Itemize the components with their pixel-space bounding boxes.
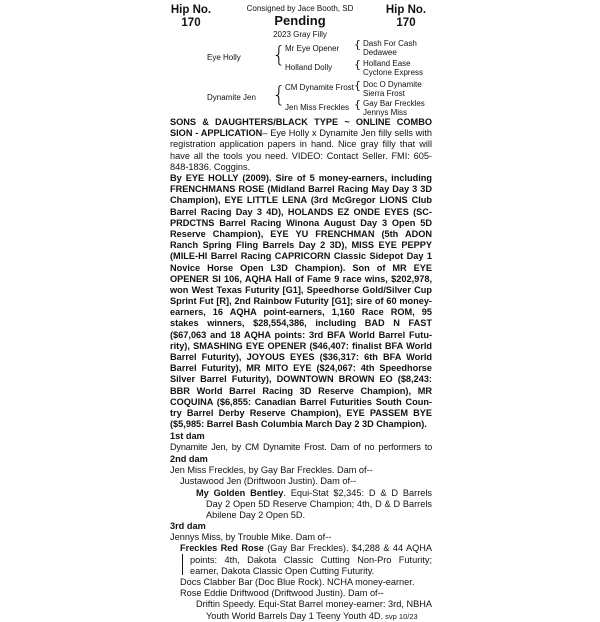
sire-record-line: Ranch Spring Fling Barrels Day 2 3D), MISS EYE PEPPY	[170, 240, 432, 251]
pedigree-sire: Eye Holly	[207, 53, 241, 62]
sire-record	[170, 173, 432, 430]
third-dam-heading: 3rd dam	[170, 521, 206, 531]
hip-number-left	[168, 4, 214, 30]
third-dam-line	[170, 543, 432, 554]
pedigree-dam-sire: CM Dynamite Frost	[285, 83, 354, 92]
catalog-footer-code: svp 10/23	[383, 611, 418, 621]
sire-record-line: PRDCTNS Barrel Racing Winona August Day 3 Open 5D	[170, 217, 432, 228]
pedigree-dam-sire-sire: Doc O Dynamite	[363, 80, 422, 89]
third-dam-line: Jennys Miss, by Trouble Mike. Dam of--	[170, 532, 332, 543]
second-dam-line: Justawood Jen (Driftwoon Justin). Dam of--	[180, 476, 357, 487]
sire-record-line: OPENER SI 106, AQHA Hall of Fame 9 race wins, $202,978,	[170, 273, 432, 284]
pedigree-dam-dam: Jen Miss Freckles	[285, 103, 350, 112]
sire-record-line: Barrel Racing Day 3 4D), HOLANDS EZ ONDE EYES (SC-	[170, 206, 432, 217]
pedigree-sire-dam-sire: Holland Ease	[363, 59, 411, 68]
sire-record-line: ($5,985: Barrel Bash Columbia March Day 2 3D Champion).	[170, 419, 427, 430]
brace-icon: {	[354, 38, 361, 51]
sire-record-line: COQUINA ($6,855: Canadian Barrel Futurities South Coun-	[170, 396, 432, 407]
sire-record-line: Barrel Futurity), MR MITO EYE ($24,067: 4th Speedhorse	[170, 363, 432, 374]
sire-record-line: Sprint Fut [R], 2nd Rainbow Futurity [G1]; sire of 60 money-	[170, 296, 432, 307]
pedigree-sire-sire: Mr Eye Opener	[285, 44, 340, 53]
pedigree-sire-sire-sire: Dash For Cash	[363, 39, 417, 48]
sire-record-line: Champion), EYE LITTLE LENA (3rd McGregor LIONS Club	[170, 195, 432, 206]
performer-record: . Equi-Stat $2,345: D & D Barrels	[283, 487, 432, 498]
second-dam-line: Day 2 Open 5D Reserve Champion; 4th, D & D Barrels	[206, 498, 432, 509]
notes-line: SONS & DAUGHTERS/BLACK TYPE ~ ONLINE COMBO	[170, 117, 432, 127]
third-dam-line: points: 4th, Dakota Classic Cutting Non-Pro Futurity;	[190, 554, 432, 565]
sale-status: Pending	[274, 13, 326, 28]
first-dam-section	[170, 431, 432, 453]
notes-bold: SION - APPLICATION	[170, 128, 263, 139]
sire-record-line: Novice Horse Open L3D Champion). Son of MR EYE	[170, 262, 432, 273]
hip-value: 170	[396, 17, 416, 29]
sire-record-line: stakes winners, $28,554,386, including BAD N FAST	[170, 318, 432, 329]
brace-icon: {	[354, 98, 361, 111]
pedigree-sire-dam: Holland Dolly	[285, 63, 333, 72]
hip-number-right	[383, 4, 429, 30]
pedigree-dam-dam-dam: Jennys Miss	[363, 108, 408, 117]
sire-record-line: (MILE-HI Barrel Racing CAPRICORN Classic Sidepot Day 1	[170, 251, 432, 262]
brace-icon: {	[354, 79, 361, 92]
third-dam-line: Driftin Speedy. Equi-Stat Barrel money-earner: 3rd, NBHA	[196, 599, 432, 610]
third-dam-line: earner, Dakota Classic Open Cutting Futurity.	[190, 565, 375, 576]
sire-record-line: By EYE HOLLY (2009). Sire of 5 money-earners, including	[170, 173, 432, 183]
sire-record-line: BBR World Barrel Racing 3D Reserve Champion), MR	[170, 385, 432, 396]
sire-record-line: try Barrel Derby Reserve Champion), EYE PASSEM BYE	[170, 407, 432, 418]
second-dam-heading: 2nd dam	[170, 454, 208, 464]
hip-label: Hip No.	[170, 4, 212, 16]
pedigree-dam-dam-sire: Gay Bar Freckles	[363, 99, 425, 108]
notes-line: have all the tools you need. VIDEO: Contact Seller. FMI: 605-	[170, 150, 432, 161]
sire-record-line: earners, 16 AQHA point-earners, 1,160 Race ROM, 95	[170, 307, 432, 318]
performer-record: (Gay Bar Freckles). $4,288 & 44 AQHA	[263, 543, 432, 554]
horse-description: 2023 Gray Filly	[273, 30, 327, 39]
third-dam-line	[170, 611, 432, 622]
sire-record-line: rity), SMASHING EYE OPENER ($46,407: finalist BFA World	[170, 340, 432, 351]
notes-line: registration application papers in hand. Nice gray filly that will	[170, 139, 432, 150]
third-dam-text: Youth World Barrels Day 1 Teeny Youth 4D.	[206, 610, 384, 621]
consignor-line: Consigned by Jace Booth, SD	[246, 4, 354, 13]
pedigree-dam: Dynamite Jen	[207, 93, 256, 102]
third-dam-line: Rose Eddie Driftwood (Driftwood Justin). Dam of--	[180, 588, 384, 599]
brace-icon: {	[272, 43, 286, 68]
sire-record-line: FRENCHMANS ROSE (Midland Barrel Racing May Day 3 3D	[170, 184, 432, 195]
pedigree-sire-sire-dam: Dedawee	[363, 48, 397, 57]
second-dam-line	[170, 488, 432, 499]
notes-text: – Eye Holly x Dynamite Jen filly sells with	[262, 128, 432, 139]
performer-name: Freckles Red Rose	[180, 543, 264, 554]
hip-value: 170	[181, 17, 201, 29]
performer-bar	[182, 554, 183, 575]
sire-record-line: Reserve Champion), EYE YU FRENCHMAN (5th ADON	[170, 228, 432, 239]
brace-icon: {	[354, 58, 361, 71]
sire-record-line: won West Texas Futurity [G1], Speedhorse Gold/Silver Cup	[170, 284, 432, 295]
pedigree-sire-dam-dam: Cyclone Express	[363, 68, 424, 77]
first-dam-text: Dynamite Jen, by CM Dynamite Frost. Dam of no performers to	[170, 442, 432, 453]
sale-notes	[170, 117, 432, 173]
second-dam-line: Jen Miss Freckles, by Gay Bar Freckles. Dam of--	[170, 465, 373, 476]
notes-line: 848-1836. Coggins.	[170, 161, 251, 172]
brace-icon: {	[272, 83, 286, 108]
second-dam-line: Abilene Day 2 Open 5D.	[206, 509, 306, 520]
sire-record-line: Barrel Futurity), JOYOUS EYES ($36,317: 6th BFA World	[170, 352, 432, 362]
third-dam-section	[170, 521, 432, 622]
first-dam-heading: 1st dam	[170, 431, 205, 441]
pedigree-dam-sire-dam: Sierra Frost	[363, 89, 405, 98]
second-dam-section	[170, 454, 432, 521]
sire-record-line: Silver Barrel Futurity), DOWNTOWN BROWN EO ($8,243:	[170, 374, 432, 385]
sire-record-line: ($67,063 and 18 AQHA points: 3rd BFA World Barrel Futu-	[170, 329, 432, 340]
hip-label: Hip No.	[385, 4, 427, 16]
notes-line	[170, 128, 432, 139]
third-dam-line: Docs Clabber Bar (Doc Blue Rock). NCHA money-earner.	[180, 576, 415, 587]
performer-name: My Golden Bentley	[196, 487, 284, 498]
